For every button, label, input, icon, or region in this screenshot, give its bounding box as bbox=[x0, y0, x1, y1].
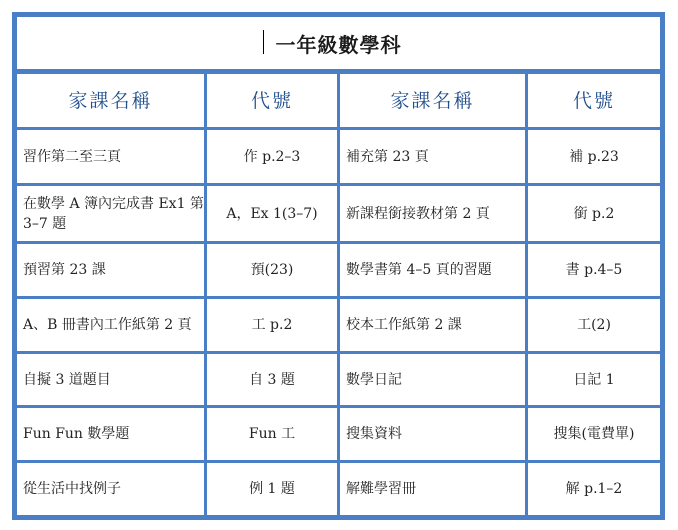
table-row-2-code-right: 銜 p.2 bbox=[528, 186, 660, 241]
table-row-6-task-right: 搜集資料 bbox=[340, 408, 525, 460]
table-row-7-code-left: 例 1 題 bbox=[207, 463, 337, 515]
table-row-6-code-right: 搜集(電費單) bbox=[528, 408, 660, 460]
table-row-7-task-right: 解難學習冊 bbox=[340, 463, 525, 515]
table-row-2-code-left: A，Ex 1(3–7) bbox=[207, 186, 337, 241]
table-row-3-task-left: 預習第 23 課 bbox=[17, 244, 204, 296]
table-row-1-code-right: 補 p.23 bbox=[528, 130, 660, 183]
header-task-name-right: 家課名稱 bbox=[340, 74, 525, 127]
table-row-2-task-right: 新課程銜接教材第 2 頁 bbox=[340, 186, 525, 241]
table-row-6-task-left: Fun Fun 數學題 bbox=[17, 408, 204, 460]
header-code-right: 代號 bbox=[528, 74, 660, 127]
table-row-7-code-right: 解 p.1–2 bbox=[528, 463, 660, 515]
table-title-cell bbox=[17, 17, 660, 69]
table-row-5-code-right: 日記 1 bbox=[528, 354, 660, 405]
table-row-4-code-left: 工 p.2 bbox=[207, 299, 337, 351]
table-row-5-code-left: 自 3 題 bbox=[207, 354, 337, 405]
text-cursor bbox=[263, 30, 264, 54]
table-row-3-task-right: 數學書第 4–5 頁的習題 bbox=[340, 244, 525, 296]
table-row-4-task-left: A、B 冊書內工作紙第 2 頁 bbox=[17, 299, 204, 351]
table-row-5-task-left: 自擬 3 道題目 bbox=[17, 354, 204, 405]
table-row-5-task-right: 數學日記 bbox=[340, 354, 525, 405]
table-row-1-task-left: 習作第二至三頁 bbox=[17, 130, 204, 183]
table-row-3-code-right: 書 p.4–5 bbox=[528, 244, 660, 296]
header-task-name-left: 家課名稱 bbox=[17, 74, 204, 127]
table-row-7-task-left: 從生活中找例子 bbox=[17, 463, 204, 515]
table-row-4-task-right: 校本工作紙第 2 課 bbox=[340, 299, 525, 351]
table-row-3-code-left: 預(23) bbox=[207, 244, 337, 296]
table-row-2-task-left: 在數學 A 簿內完成書 Ex1 第 3–7 題 bbox=[17, 186, 204, 241]
table-row-4-code-right: 工(2) bbox=[528, 299, 660, 351]
table-row-1-task-right: 補充第 23 頁 bbox=[340, 130, 525, 183]
header-code-left: 代號 bbox=[207, 74, 337, 127]
table-row-6-code-left: Fun 工 bbox=[207, 408, 337, 460]
table-title: 一年級數學科 bbox=[275, 32, 402, 57]
table-row-1-code-left: 作 p.2–3 bbox=[207, 130, 337, 183]
